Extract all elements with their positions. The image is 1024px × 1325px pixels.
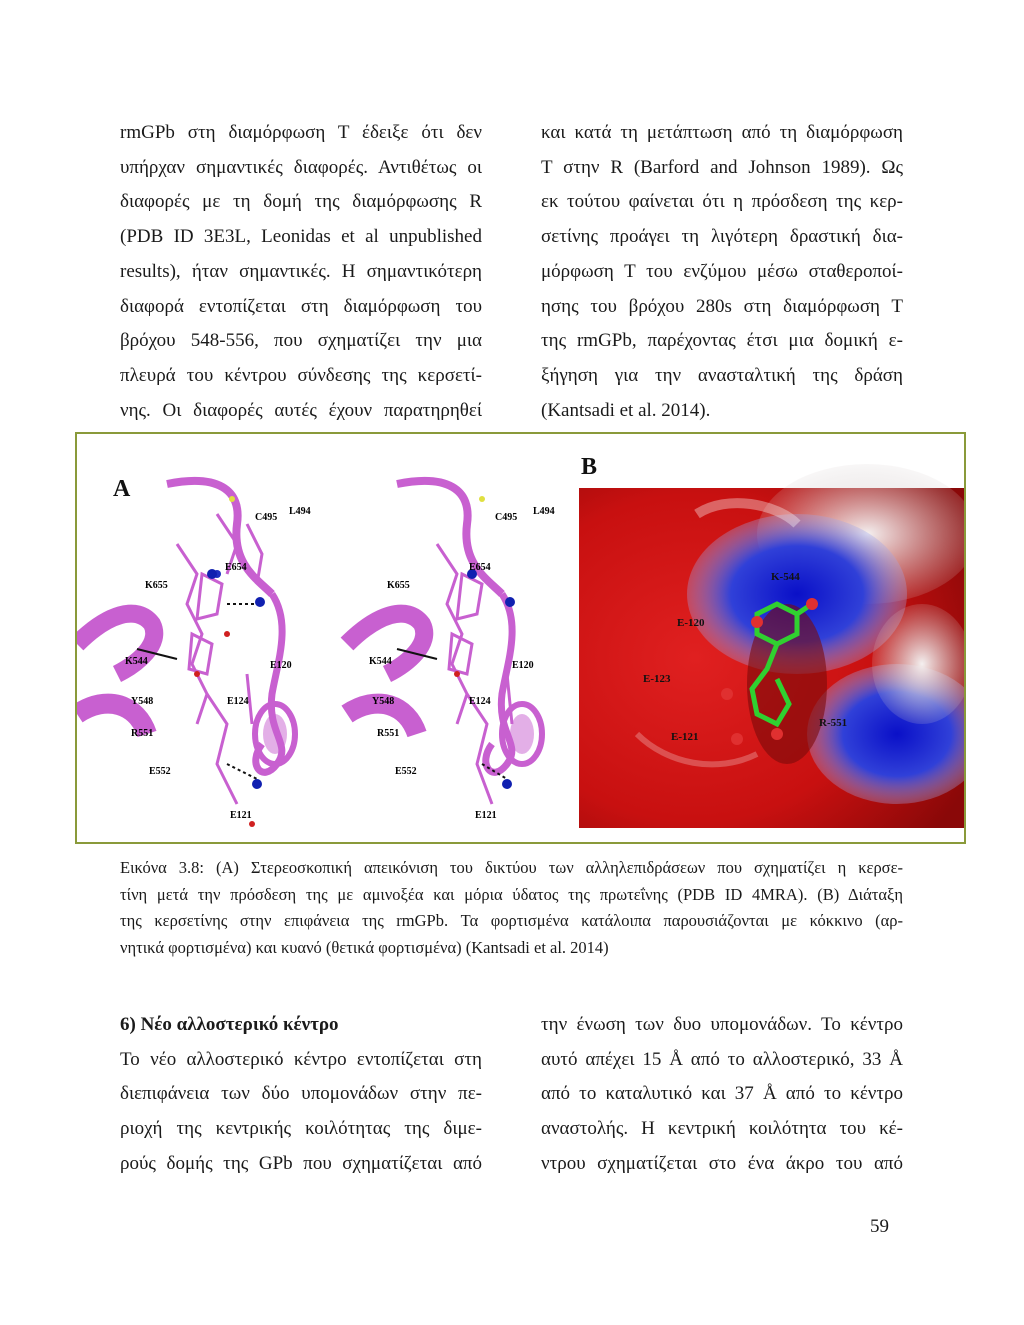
residue-label-e654: E654: [225, 562, 247, 573]
residue-label-e124-r: E124: [469, 696, 491, 707]
caption-line: της κερσετίνης στην επιφάνεια της rmGPb. Τα φορτισμένα κατάλοιπα παρουσιάζονται με κόκκινο (αρ-: [120, 911, 903, 930]
residue-label-l494: L494: [289, 506, 311, 517]
residue-label-r551-r: R551: [377, 728, 400, 739]
text-line: αυτό απέχει 15 Å από το αλλοστερικό, 33 Å: [541, 1048, 903, 1070]
text-line: ριοχή της κεντρικής κοιλότητας της διμε-: [120, 1118, 482, 1140]
text-line: results), ήταν σημαντικές. Η σημαντικότερη: [120, 260, 482, 282]
residue-label-c495: C495: [255, 512, 278, 523]
residue-label-y548-r: Y548: [372, 696, 395, 707]
surface-label-e121: E-121: [671, 731, 699, 743]
residue-label-e552-r: E552: [395, 766, 417, 777]
text-line: από το καταλυτικό και 37 Å από το κέντρο: [541, 1083, 903, 1105]
text-line: (PDB ID 3E3L, Leonidas et al unpublished: [120, 226, 482, 248]
residue-label-c495-r: C495: [495, 512, 518, 523]
figure-caption: [120, 855, 903, 961]
panel-b-label: B: [581, 454, 598, 480]
residue-label-r551: R551: [131, 728, 154, 739]
text-line: Τ στην R (Barford and Johnson 1989). Ως: [541, 156, 903, 178]
surface-label-k544: K-544: [771, 571, 800, 583]
panel-a-label: A: [113, 476, 131, 502]
caption-line: νητικά φορτισμένα) και κυανό (θετικά φορτισμένα) (Kantsadi et al. 2014): [120, 937, 609, 957]
residue-label-e121: E121: [230, 810, 252, 821]
residue-label-k544-r: K544: [369, 656, 392, 667]
text-line: ησης του βρόχου 280s στη διαμόρφωση Τ: [541, 295, 903, 317]
residue-label-l494-r: L494: [533, 506, 555, 517]
residue-label-e124: E124: [227, 696, 249, 707]
text-line: σετίνης προάγει τη λιγότερη δραστική δια-: [541, 226, 903, 248]
section-heading: 6) Νέο αλλοστερικό κέντρο: [120, 1014, 339, 1035]
figure-artwork: [77, 434, 964, 842]
residue-label-k544: K544: [125, 656, 148, 667]
surface-view: [579, 464, 964, 828]
text-line: Το νέο αλλοστερικό κέντρο εντοπίζεται στη: [120, 1048, 482, 1070]
text-line: μόρφωση Τ του ενζύμου μέσω σταθεροποί-: [541, 260, 903, 282]
text-column-bottom-right: [541, 1008, 903, 1182]
surface-label-e120: E-120: [677, 617, 705, 629]
residue-label-k655: K655: [145, 580, 168, 591]
surface-label-r551: R-551: [819, 717, 848, 729]
text-line: βρόχου 548-556, που σχηματίζει την μια: [120, 330, 482, 352]
text-column-top-right: [541, 116, 903, 428]
text-line: πλευρά του κέντρου σύνδεσης της κερσετί-: [120, 364, 482, 386]
stereo-left-view: [77, 481, 311, 827]
text-line: αναστολής. Η κεντρική κοιλότητα του κέ-: [541, 1118, 903, 1140]
residue-label-y548: Y548: [131, 696, 154, 707]
text-column-bottom-left: [120, 1008, 482, 1182]
residue-label-e654-r: E654: [469, 562, 491, 573]
text-line: ρούς δομής της GPb που σχηματίζεται από: [120, 1152, 482, 1174]
residue-label-k655-r: K655: [387, 580, 410, 591]
text-line: και κατά τη μετάπτωση από τη διαμόρφωση: [541, 122, 903, 143]
text-line: υπήρχαν σημαντικές διαφορές. Αντιθέτως οι: [120, 156, 482, 178]
text-line: rmGPb στη διαμόρφωση Τ έδειξε ότι δεν: [120, 122, 482, 143]
text-line: διαφορά εντοπίζεται στη διαμόρφωση του: [120, 295, 482, 317]
text-line: διεπιφάνεια των δύο υπομονάδων στην πε-: [120, 1083, 482, 1105]
caption-line: τίνη μετά την πρόσδεση της με αμινοξέα και μόρια ύδατος της πρωτεΐνης (PDB ID 4MRA). (B) Διάταξη: [120, 884, 903, 904]
residue-label-e121-r: E121: [475, 810, 497, 821]
page-number: 59: [870, 1216, 889, 1237]
caption-line: Εικόνα 3.8: (A) Στερεοσκοπική απεικόνιση του δικτύου των αλληλεπιδράσεων που σχηματίζει η κερσε-: [120, 858, 903, 877]
text-column-top-left: [120, 116, 482, 428]
residue-label-e120-r: E120: [512, 660, 534, 671]
residue-label-e552: E552: [149, 766, 171, 777]
text-line: διαφορές με τη δομή της διαμόρφωσης R: [120, 191, 482, 213]
figure-3-8: [75, 432, 966, 844]
text-line: ξήγηση για την ανασταλτική της δράση: [541, 364, 903, 386]
residue-label-e120: E120: [270, 660, 292, 671]
text-line: (Kantsadi et al. 2014).: [541, 399, 711, 421]
text-line: εκ τούτου φαίνεται ότι η πρόσδεση της κερ-: [541, 191, 903, 213]
text-line: νης. Οι διαφορές αυτές έχουν παρατηρηθεί: [120, 399, 482, 421]
stereo-right-view: [347, 481, 555, 821]
text-line: την ένωση των δυο υπομονάδων. Το κέντρο: [541, 1014, 903, 1035]
surface-label-e123: E-123: [643, 673, 671, 685]
text-line: της rmGPb, παρέχοντας έτσι μια δομική ε-: [541, 330, 903, 352]
text-line: ντρου σχηματίζεται στο ένα άκρο του από: [541, 1152, 903, 1174]
